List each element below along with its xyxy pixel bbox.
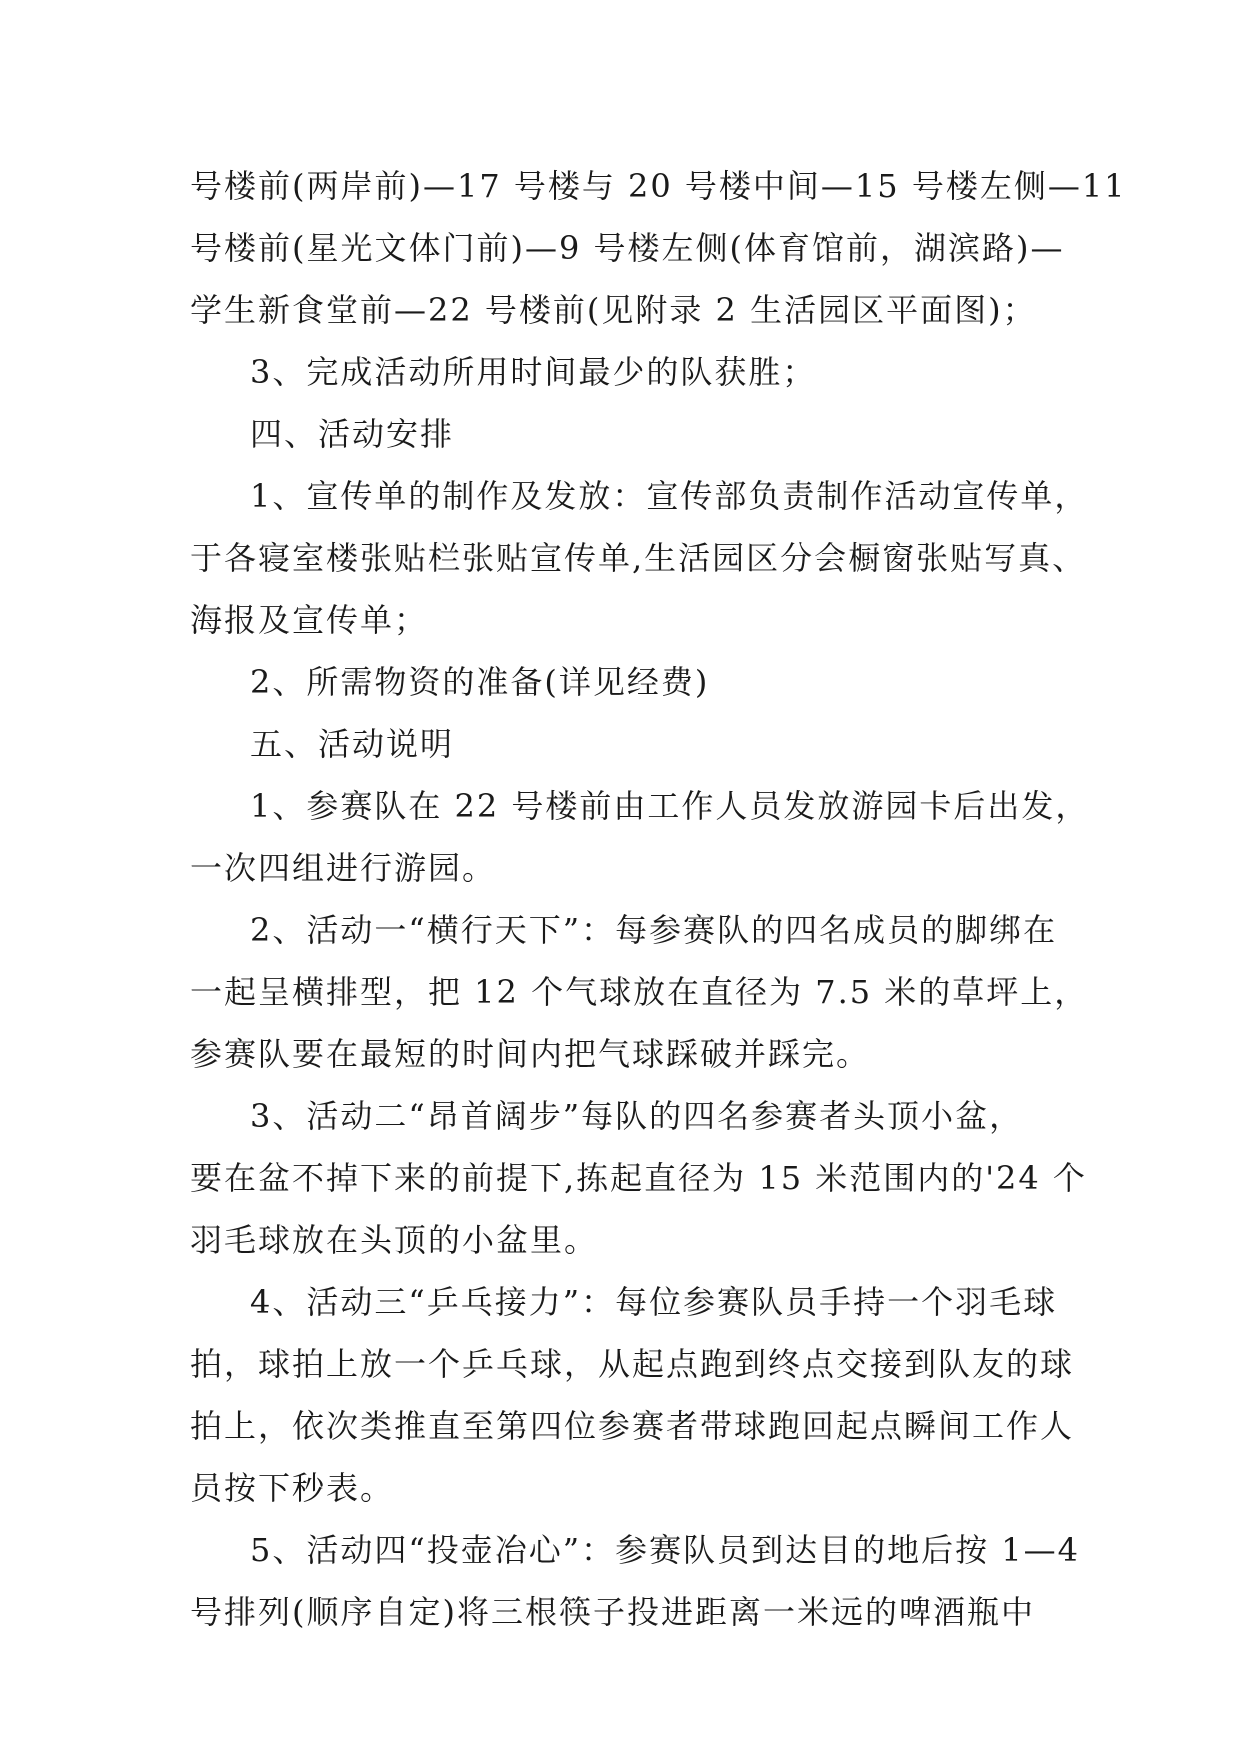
text-line: 2、所需物资的准备(详见经费) — [250, 663, 710, 701]
text-line: 拍，球拍上放一个乒乓球，从起点跑到终点交接到队友的球 — [190, 1345, 1075, 1383]
text-line: 1、参赛队在 22 号楼前由工作人员发放游园卡后出发， — [250, 787, 1090, 825]
text-line: 1、宣传单的制作及发放：宣传部负责制作活动宣传单， — [250, 477, 1089, 515]
text-line: 号楼前(两岸前)—17 号楼与 20 号楼中间—15 号楼左侧—11 — [190, 167, 1127, 205]
section-heading: 四、活动安排 — [250, 415, 455, 453]
text-line: 3、完成活动所用时间最少的队获胜； — [250, 353, 817, 391]
text-line: 号楼前(星光文体门前)—9 号楼左侧(体育馆前，湖滨路)— — [190, 229, 1065, 267]
text-line: 学生新食堂前—22 号楼前(见附录 2 生活园区平面图)； — [190, 291, 1037, 329]
section-heading: 五、活动说明 — [250, 725, 455, 763]
text-line: 于各寝室楼张贴栏张贴宣传单,生活园区分会橱窗张贴写真、 — [190, 539, 1087, 577]
text-line: 一起呈横排型，把 12 个气球放在直径为 7.5 米的草坪上， — [190, 973, 1089, 1011]
text-line: 员按下秒表。 — [190, 1469, 395, 1507]
text-line: 一次四组进行游园。 — [190, 849, 497, 887]
text-line: 要在盆不掉下来的前提下,拣起直径为 15 米范围内的'24 个 — [190, 1159, 1087, 1197]
text-line: 羽毛球放在头顶的小盆里。 — [190, 1221, 599, 1259]
text-line: 3、活动二“昂首阔步”每队的四名参赛者头顶小盆， — [250, 1097, 1024, 1135]
text-line: 参赛队要在最短的时间内把气球踩破并踩完。 — [190, 1035, 871, 1073]
text-line: 2、活动一“横行天下”：每参赛队的四名成员的脚绑在 — [250, 911, 1058, 949]
text-line: 海报及宣传单； — [190, 601, 429, 639]
text-line: 5、活动四“投壶冶心”：参赛队员到达目的地后按 1—4 — [250, 1531, 1080, 1569]
text-line: 拍上，依次类推直至第四位参赛者带球跑回起点瞬间工作人 — [190, 1407, 1075, 1445]
text-line: 4、活动三“乒乓接力”：每位参赛队员手持一个羽毛球 — [250, 1283, 1058, 1321]
text-line: 号排列(顺序自定)将三根筷子投进距离一米远的啤酒瓶中 — [190, 1593, 1035, 1631]
